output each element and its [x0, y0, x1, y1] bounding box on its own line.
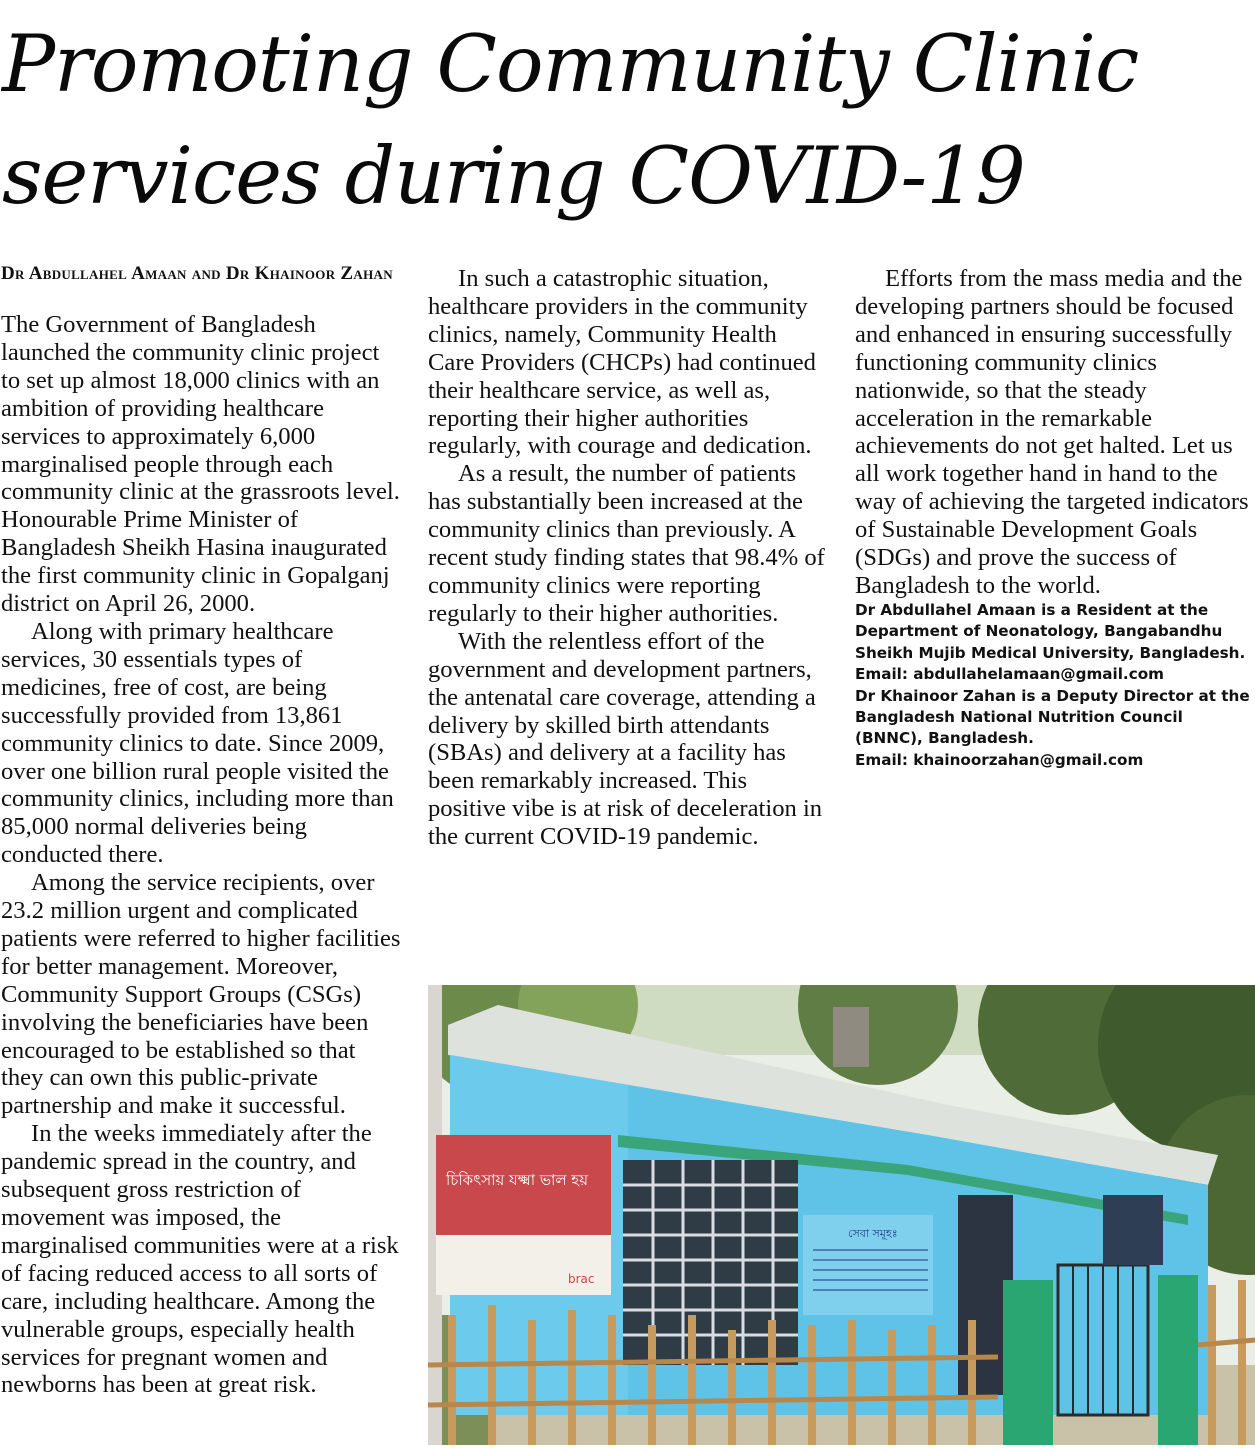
author-bio-zahan: Dr Khainoor Zahan is a Deputy Director at the Bangladesh National Nutrition Council (BNNC), Bangladesh.: [855, 686, 1250, 748]
brac-logo: brac: [568, 1272, 595, 1286]
paragraph-7: With the relentless effort of the government and development partners, the antenatal care coverage, attending a delivery by skilled birth attendants (SBAs) and delivery at a facility has been remarkably increased. This positive vibe is at risk of deceleration in the current COVID-19 pandemic.: [428, 627, 823, 851]
column-1: [1, 265, 401, 1399]
services-board-title: সেবা সমূহঃ: [848, 1227, 898, 1240]
byline: Dr Abdullahel Amaan and Dr Khainoor Zahan: [1, 263, 393, 284]
author-email-zahan: Email: khainoorzahan@gmail.com: [855, 750, 1144, 769]
paragraph-1: The Government of Bangladesh launched the community clinic project to set up almost 18,000 clinics with an ambition of providing healthcare services to approximately 6,000 marginalised people through each community clinic at the grassroots level. Honourable Prime Minister of Bangladesh Sheikh Hasina inaugurated the first community clinic in Gopalganj district on April 26, 2000.: [1, 311, 400, 618]
paragraph-8: Efforts from the mass media and the developing partners should be focused and enhanced in ensuring successfully functioning community clinics nationwide, so that the steady acceleration in the remarkable achievements do not get halted. Let us all work together hand in hand to the way of achieving the targeted indicators of Sustainable Development Goals (SDGs) and prove the success of Bangladesh to the world.: [855, 265, 1249, 599]
paragraph-5: In such a catastrophic situation, healthcare providers in the community clinics, namely, Community Health Care Providers (CHCPs) had continued their healthcare service, as well as, reporting their higher authorities regularly, with courage and dedication.: [428, 265, 816, 460]
paragraph-4: In the weeks immediately after the pandemic spread in the country, and subsequent gross restriction of movement was imposed, the marginalised communities were at a risk of facing reduced access to all sorts of care, including healthcare. Among the vulnerable groups, especially health services for pregnant women and newborns has been at great risk.: [1, 1120, 399, 1399]
paragraph-3: Among the service recipients, over 23.2 million urgent and complicated patients were referred to higher facilities for better management. Moreover, Community Support Groups (CSGs) involving the beneficiaries have been encouraged to be established so that they can own this public-private partnership and make it successful.: [1, 869, 401, 1120]
headline: Promoting Community Clinic services during COVID-19: [2, 18, 1139, 222]
sign-text: চিকিৎসায় যক্ষ্মা ভাল হয়: [446, 1171, 589, 1189]
paragraph-6: As a result, the number of patients has substantially been increased at the community clinics than previously. A recent study finding states that 98.4% of community clinics were reporting regularly to their higher authorities.: [428, 460, 825, 627]
clinic-photo: [428, 985, 1255, 1445]
paragraph-2: Along with primary healthcare services, 30 essentials types of medicines, free of cost, are being successfully provided from 13,861 community clinics to date. Since 2009, over one billion rural people visited the community clinics, including more than 85,000 normal deliveries being conducted there.: [1, 617, 394, 869]
author-bio-amaan: Dr Abdullahel Amaan is a Resident at the Department of Neonatology, Bangabandhu Sheikh Mujib Medical University, Bangladesh.: [855, 600, 1246, 662]
column-3: [855, 265, 1255, 771]
author-email-amaan: Email: abdullahelamaan@gmail.com: [855, 665, 1164, 684]
column-2: [428, 265, 828, 851]
